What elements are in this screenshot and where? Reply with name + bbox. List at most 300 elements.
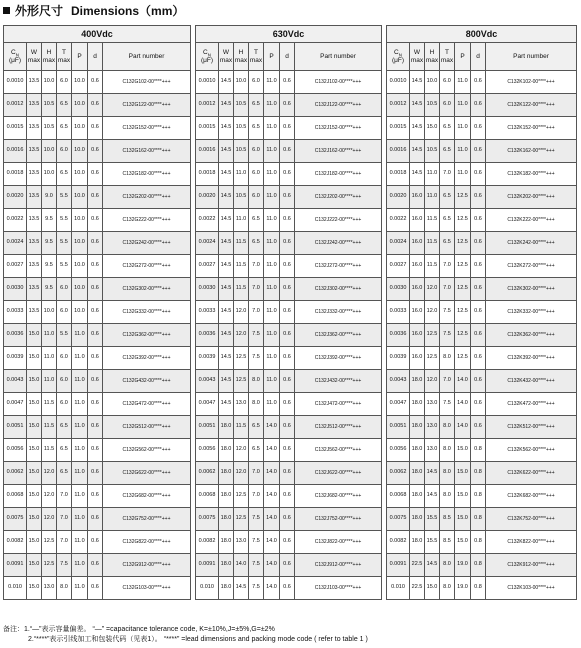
cell-p: 12.5 bbox=[455, 209, 471, 232]
col-h: H max bbox=[42, 43, 57, 71]
cell-capacitance: 0.0039 bbox=[196, 347, 219, 370]
cell-h: 14.5 bbox=[425, 554, 440, 577]
cell-p: 11.0 bbox=[72, 347, 88, 370]
table-row bbox=[196, 117, 382, 140]
cell-capacitance: 0.0022 bbox=[387, 209, 410, 232]
table-row bbox=[196, 554, 382, 577]
cell-h: 12.0 bbox=[234, 324, 249, 347]
table-row bbox=[196, 209, 382, 232]
cell-capacitance: 0.0027 bbox=[196, 255, 219, 278]
cell-h: 11.5 bbox=[234, 232, 249, 255]
cell-w: 18.0 bbox=[410, 485, 425, 508]
cell-d: 0.6 bbox=[280, 554, 295, 577]
table-row bbox=[4, 209, 191, 232]
cell-p: 12.5 bbox=[455, 347, 471, 370]
cell-p: 12.5 bbox=[455, 232, 471, 255]
note-1-text: 1.“—”表示容量偏差。 “—” =capacitance tolerance code, K=±10%,J=±5%,G=±2% bbox=[24, 626, 275, 633]
cell-w: 18.0 bbox=[219, 462, 234, 485]
cell-h: 10.0 bbox=[42, 301, 57, 324]
table-row bbox=[387, 324, 577, 347]
cell-d: 0.6 bbox=[88, 508, 103, 531]
cell-h: 12.5 bbox=[425, 324, 440, 347]
cell-t: 6.5 bbox=[57, 416, 72, 439]
table-row bbox=[4, 117, 191, 140]
cell-capacitance: 0.010 bbox=[196, 577, 219, 600]
cell-w: 16.0 bbox=[410, 278, 425, 301]
cell-p: 11.0 bbox=[264, 209, 280, 232]
cell-capacitance: 0.0091 bbox=[387, 554, 410, 577]
cell-t: 6.0 bbox=[440, 71, 455, 94]
cell-part-number: C132K272-00****+++ bbox=[486, 255, 577, 278]
cell-w: 13.5 bbox=[27, 186, 42, 209]
cell-h: 11.5 bbox=[42, 393, 57, 416]
cell-part-number: C132J182-00****+++ bbox=[295, 163, 382, 186]
cell-d: 0.6 bbox=[88, 347, 103, 370]
cell-p: 14.0 bbox=[455, 393, 471, 416]
cell-h: 12.0 bbox=[234, 462, 249, 485]
cell-h: 12.0 bbox=[425, 370, 440, 393]
cell-w: 14.5 bbox=[219, 209, 234, 232]
table-row bbox=[4, 301, 191, 324]
cell-d: 0.6 bbox=[280, 140, 295, 163]
cell-h: 10.5 bbox=[425, 140, 440, 163]
cell-d: 0.6 bbox=[280, 324, 295, 347]
table-row bbox=[387, 531, 577, 554]
cell-part-number: C132J392-00****+++ bbox=[295, 347, 382, 370]
cell-capacitance: 0.0010 bbox=[196, 71, 219, 94]
cell-p: 14.0 bbox=[264, 554, 280, 577]
cell-h: 11.5 bbox=[234, 278, 249, 301]
table-row bbox=[196, 94, 382, 117]
cell-w: 13.5 bbox=[27, 301, 42, 324]
cell-h: 13.0 bbox=[234, 393, 249, 416]
table-row bbox=[387, 301, 577, 324]
col-p: P bbox=[72, 43, 88, 71]
cell-w: 13.5 bbox=[27, 232, 42, 255]
cell-p: 14.0 bbox=[455, 416, 471, 439]
cell-w: 14.5 bbox=[410, 140, 425, 163]
table-row bbox=[4, 186, 191, 209]
cell-part-number: C132G272-00****+++ bbox=[103, 255, 191, 278]
cell-t: 8.0 bbox=[440, 577, 455, 600]
cell-h: 9.5 bbox=[42, 209, 57, 232]
cell-d: 0.6 bbox=[471, 324, 486, 347]
cell-h: 10.5 bbox=[42, 94, 57, 117]
cell-d: 0.6 bbox=[471, 301, 486, 324]
cell-part-number: C132J242-00****+++ bbox=[295, 232, 382, 255]
cell-capacitance: 0.0030 bbox=[196, 278, 219, 301]
cell-capacitance: 0.0020 bbox=[4, 186, 27, 209]
cell-part-number: C132K912-00****+++ bbox=[486, 554, 577, 577]
cell-t: 6.0 bbox=[57, 347, 72, 370]
cell-d: 0.6 bbox=[280, 462, 295, 485]
table-row bbox=[387, 94, 577, 117]
table-row bbox=[4, 324, 191, 347]
cell-p: 11.0 bbox=[455, 140, 471, 163]
cell-t: 7.0 bbox=[440, 255, 455, 278]
cell-capacitance: 0.0056 bbox=[4, 439, 27, 462]
cell-t: 7.5 bbox=[57, 554, 72, 577]
cell-t: 6.5 bbox=[440, 140, 455, 163]
cell-t: 6.5 bbox=[249, 209, 264, 232]
cell-h: 12.0 bbox=[234, 301, 249, 324]
cell-t: 6.5 bbox=[249, 94, 264, 117]
cell-capacitance: 0.0051 bbox=[196, 416, 219, 439]
cell-part-number: C132J332-00****+++ bbox=[295, 301, 382, 324]
cell-d: 0.6 bbox=[88, 255, 103, 278]
cell-d: 0.6 bbox=[88, 163, 103, 186]
cell-d: 0.6 bbox=[88, 186, 103, 209]
cell-capacitance: 0.0091 bbox=[4, 554, 27, 577]
cell-p: 14.0 bbox=[264, 508, 280, 531]
cell-p: 10.0 bbox=[72, 94, 88, 117]
col-h: H max bbox=[425, 43, 440, 71]
cell-d: 0.6 bbox=[88, 140, 103, 163]
cell-d: 0.6 bbox=[280, 347, 295, 370]
cell-capacitance: 0.0082 bbox=[387, 531, 410, 554]
cell-capacitance: 0.0068 bbox=[387, 485, 410, 508]
cell-w: 16.0 bbox=[410, 347, 425, 370]
cell-part-number: C132G332-00****+++ bbox=[103, 301, 191, 324]
cell-p: 12.5 bbox=[455, 301, 471, 324]
cell-capacitance: 0.0047 bbox=[4, 393, 27, 416]
title-cn: 外形尺寸 bbox=[15, 3, 64, 18]
table-row bbox=[4, 94, 191, 117]
cell-d: 0.6 bbox=[88, 439, 103, 462]
cell-t: 7.5 bbox=[249, 554, 264, 577]
cell-p: 15.0 bbox=[455, 531, 471, 554]
cell-capacitance: 0.0030 bbox=[4, 278, 27, 301]
cell-part-number: C132G472-00****+++ bbox=[103, 393, 191, 416]
col-p: P bbox=[264, 43, 280, 71]
cell-p: 11.0 bbox=[264, 94, 280, 117]
cell-t: 7.5 bbox=[249, 347, 264, 370]
cell-h: 12.0 bbox=[42, 508, 57, 531]
cell-w: 14.5 bbox=[219, 324, 234, 347]
cell-capacitance: 0.0024 bbox=[4, 232, 27, 255]
cell-w: 13.5 bbox=[27, 117, 42, 140]
cell-capacitance: 0.0075 bbox=[196, 508, 219, 531]
cell-part-number: C132J752-00****+++ bbox=[295, 508, 382, 531]
cell-t: 6.0 bbox=[57, 370, 72, 393]
cell-t: 7.0 bbox=[249, 462, 264, 485]
cell-h: 11.5 bbox=[234, 255, 249, 278]
cell-w: 15.0 bbox=[27, 439, 42, 462]
table-row bbox=[387, 186, 577, 209]
cell-h: 11.5 bbox=[42, 439, 57, 462]
col-part-number: Part number bbox=[486, 43, 577, 71]
cell-part-number: C132G202-00****+++ bbox=[103, 186, 191, 209]
cell-d: 0.6 bbox=[88, 209, 103, 232]
cell-part-number: C132J162-00****+++ bbox=[295, 140, 382, 163]
cell-p: 11.0 bbox=[455, 163, 471, 186]
cell-p: 14.0 bbox=[264, 462, 280, 485]
cell-w: 15.0 bbox=[27, 531, 42, 554]
table-row bbox=[387, 439, 577, 462]
cell-h: 9.5 bbox=[42, 255, 57, 278]
cell-p: 11.0 bbox=[264, 278, 280, 301]
cell-capacitance: 0.0082 bbox=[196, 531, 219, 554]
voltage-header: 630Vdc bbox=[196, 26, 382, 43]
cell-h: 15.5 bbox=[425, 531, 440, 554]
col-w: W max bbox=[410, 43, 425, 71]
cell-part-number: C132G822-00****+++ bbox=[103, 531, 191, 554]
cell-h: 14.5 bbox=[425, 462, 440, 485]
cell-p: 11.0 bbox=[264, 140, 280, 163]
cell-p: 11.0 bbox=[264, 255, 280, 278]
table-630vdc bbox=[195, 25, 382, 600]
cell-capacitance: 0.0039 bbox=[4, 347, 27, 370]
cell-p: 11.0 bbox=[72, 462, 88, 485]
cell-h: 9.0 bbox=[42, 186, 57, 209]
cell-t: 8.0 bbox=[440, 416, 455, 439]
cell-d: 0.6 bbox=[280, 232, 295, 255]
cell-t: 6.0 bbox=[57, 140, 72, 163]
cell-d: 0.6 bbox=[280, 186, 295, 209]
table-row bbox=[196, 301, 382, 324]
cell-part-number: C132K242-00****+++ bbox=[486, 232, 577, 255]
cell-h: 12.0 bbox=[42, 485, 57, 508]
cell-w: 13.5 bbox=[27, 209, 42, 232]
cell-t: 7.0 bbox=[440, 163, 455, 186]
cell-h: 11.0 bbox=[425, 163, 440, 186]
table-row bbox=[196, 531, 382, 554]
cell-w: 14.5 bbox=[219, 347, 234, 370]
cell-w: 13.5 bbox=[27, 163, 42, 186]
table-row bbox=[196, 71, 382, 94]
table-row bbox=[196, 508, 382, 531]
cell-part-number: C132J622-00****+++ bbox=[295, 462, 382, 485]
cell-t: 8.0 bbox=[440, 439, 455, 462]
cell-part-number: C132J362-00****+++ bbox=[295, 324, 382, 347]
cell-p: 10.0 bbox=[72, 278, 88, 301]
col-t: T max bbox=[249, 43, 264, 71]
cell-d: 0.6 bbox=[280, 255, 295, 278]
cell-w: 22.5 bbox=[410, 577, 425, 600]
cell-p: 19.0 bbox=[455, 554, 471, 577]
cell-w: 15.0 bbox=[27, 416, 42, 439]
col-capacitance: $C_N$ (μF) bbox=[387, 43, 410, 71]
cell-d: 0.6 bbox=[280, 71, 295, 94]
cell-d: 0.6 bbox=[471, 209, 486, 232]
cell-w: 14.5 bbox=[219, 255, 234, 278]
cell-w: 16.0 bbox=[410, 255, 425, 278]
cell-d: 0.6 bbox=[88, 485, 103, 508]
cell-h: 10.5 bbox=[234, 94, 249, 117]
cell-w: 14.5 bbox=[219, 163, 234, 186]
cell-t: 6.0 bbox=[249, 71, 264, 94]
cell-w: 14.5 bbox=[219, 94, 234, 117]
cell-w: 13.5 bbox=[27, 71, 42, 94]
cell-h: 11.0 bbox=[42, 347, 57, 370]
cell-w: 15.0 bbox=[27, 485, 42, 508]
cell-capacitance: 0.010 bbox=[387, 577, 410, 600]
cell-part-number: C132G562-00****+++ bbox=[103, 439, 191, 462]
cell-t: 7.0 bbox=[440, 278, 455, 301]
cell-d: 0.8 bbox=[471, 554, 486, 577]
col-d: d bbox=[280, 43, 295, 71]
cell-t: 7.0 bbox=[57, 485, 72, 508]
cell-part-number: C132G152-00****+++ bbox=[103, 117, 191, 140]
cell-d: 0.6 bbox=[88, 462, 103, 485]
table-row bbox=[196, 140, 382, 163]
cell-t: 6.0 bbox=[249, 163, 264, 186]
table-row bbox=[4, 554, 191, 577]
cell-w: 14.5 bbox=[410, 71, 425, 94]
table-row bbox=[4, 370, 191, 393]
cell-p: 12.5 bbox=[455, 324, 471, 347]
cell-h: 13.0 bbox=[425, 439, 440, 462]
cell-w: 14.5 bbox=[219, 278, 234, 301]
cell-h: 10.5 bbox=[42, 117, 57, 140]
cell-part-number: C132G752-00****+++ bbox=[103, 508, 191, 531]
cell-h: 11.5 bbox=[425, 255, 440, 278]
table-row bbox=[196, 485, 382, 508]
cell-d: 0.6 bbox=[471, 117, 486, 140]
cell-h: 13.0 bbox=[234, 531, 249, 554]
cell-p: 15.0 bbox=[455, 462, 471, 485]
cell-p: 11.0 bbox=[455, 71, 471, 94]
cell-p: 15.0 bbox=[455, 508, 471, 531]
table-row bbox=[4, 71, 191, 94]
cell-t: 6.5 bbox=[57, 462, 72, 485]
cell-h: 11.0 bbox=[234, 209, 249, 232]
cell-t: 6.5 bbox=[57, 117, 72, 140]
cell-capacitance: 0.0068 bbox=[4, 485, 27, 508]
table-row bbox=[387, 577, 577, 600]
cell-p: 11.0 bbox=[264, 324, 280, 347]
table-row bbox=[196, 278, 382, 301]
cell-t: 6.5 bbox=[249, 117, 264, 140]
cell-t: 7.5 bbox=[440, 324, 455, 347]
cell-w: 15.0 bbox=[27, 324, 42, 347]
cell-part-number: C132K102-00****+++ bbox=[486, 71, 577, 94]
cell-h: 9.5 bbox=[42, 278, 57, 301]
cell-w: 18.0 bbox=[410, 531, 425, 554]
cell-capacitance: 0.0010 bbox=[4, 71, 27, 94]
table-row bbox=[387, 554, 577, 577]
cell-part-number: C132G512-00****+++ bbox=[103, 416, 191, 439]
cell-w: 15.0 bbox=[27, 393, 42, 416]
cell-w: 14.5 bbox=[219, 117, 234, 140]
cell-capacitance: 0.0020 bbox=[387, 186, 410, 209]
cell-capacitance: 0.0036 bbox=[196, 324, 219, 347]
table-row bbox=[196, 347, 382, 370]
cell-part-number: C132K822-00****+++ bbox=[486, 531, 577, 554]
cell-t: 6.5 bbox=[440, 186, 455, 209]
cell-d: 0.8 bbox=[471, 577, 486, 600]
cell-t: 6.5 bbox=[440, 209, 455, 232]
cell-t: 6.5 bbox=[249, 232, 264, 255]
cell-part-number: C132J562-00****+++ bbox=[295, 439, 382, 462]
cell-d: 0.8 bbox=[471, 531, 486, 554]
cell-d: 0.6 bbox=[280, 577, 295, 600]
cell-t: 6.5 bbox=[57, 439, 72, 462]
table-row bbox=[4, 577, 191, 600]
cell-part-number: C132J822-00****+++ bbox=[295, 531, 382, 554]
cell-part-number: C132G622-00****+++ bbox=[103, 462, 191, 485]
cell-p: 10.0 bbox=[72, 232, 88, 255]
cell-capacitance: 0.0015 bbox=[387, 117, 410, 140]
table-row bbox=[4, 140, 191, 163]
cell-h: 12.5 bbox=[425, 347, 440, 370]
page-title bbox=[3, 2, 184, 18]
cell-d: 0.6 bbox=[280, 508, 295, 531]
cell-w: 16.0 bbox=[410, 209, 425, 232]
cell-part-number: C132K622-00****+++ bbox=[486, 462, 577, 485]
cell-w: 16.0 bbox=[410, 324, 425, 347]
cell-d: 0.6 bbox=[88, 324, 103, 347]
cell-t: 6.0 bbox=[57, 393, 72, 416]
cell-capacitance: 0.0043 bbox=[4, 370, 27, 393]
cell-h: 10.5 bbox=[234, 186, 249, 209]
cell-p: 11.0 bbox=[72, 324, 88, 347]
cell-d: 0.6 bbox=[471, 94, 486, 117]
table-row bbox=[387, 163, 577, 186]
cell-h: 11.0 bbox=[42, 370, 57, 393]
cell-h: 11.0 bbox=[234, 163, 249, 186]
cell-t: 8.5 bbox=[440, 508, 455, 531]
col-w: W max bbox=[219, 43, 234, 71]
cell-p: 11.0 bbox=[264, 117, 280, 140]
cell-h: 11.0 bbox=[42, 324, 57, 347]
cell-d: 0.6 bbox=[88, 94, 103, 117]
table-row bbox=[4, 347, 191, 370]
cell-h: 12.0 bbox=[234, 439, 249, 462]
cell-h: 10.0 bbox=[425, 71, 440, 94]
cell-t: 7.5 bbox=[249, 508, 264, 531]
cell-capacitance: 0.0051 bbox=[387, 416, 410, 439]
cell-t: 6.0 bbox=[57, 278, 72, 301]
cell-t: 5.5 bbox=[57, 232, 72, 255]
notes bbox=[3, 625, 368, 645]
cell-capacitance: 0.0051 bbox=[4, 416, 27, 439]
cell-p: 10.0 bbox=[72, 301, 88, 324]
cell-p: 11.0 bbox=[72, 485, 88, 508]
cell-h: 15.0 bbox=[425, 117, 440, 140]
cell-part-number: C132G182-00****+++ bbox=[103, 163, 191, 186]
cell-h: 10.5 bbox=[234, 140, 249, 163]
cell-w: 13.5 bbox=[27, 278, 42, 301]
cell-part-number: C132J272-00****+++ bbox=[295, 255, 382, 278]
cell-capacitance: 0.0015 bbox=[4, 117, 27, 140]
cell-t: 6.5 bbox=[57, 163, 72, 186]
cell-part-number: C132K682-00****+++ bbox=[486, 485, 577, 508]
cell-t: 6.0 bbox=[440, 94, 455, 117]
table-row bbox=[387, 370, 577, 393]
cell-part-number: C132J152-00****+++ bbox=[295, 117, 382, 140]
cell-p: 11.0 bbox=[264, 393, 280, 416]
cell-t: 6.0 bbox=[57, 301, 72, 324]
cell-t: 6.5 bbox=[249, 416, 264, 439]
note-1 bbox=[3, 625, 368, 635]
cell-t: 6.5 bbox=[440, 117, 455, 140]
cell-p: 10.0 bbox=[72, 71, 88, 94]
cell-part-number: C132G362-00****+++ bbox=[103, 324, 191, 347]
cell-h: 10.5 bbox=[425, 94, 440, 117]
cell-p: 14.0 bbox=[455, 370, 471, 393]
cell-w: 18.0 bbox=[219, 416, 234, 439]
cell-w: 15.0 bbox=[27, 370, 42, 393]
cell-d: 0.6 bbox=[471, 71, 486, 94]
cell-t: 8.0 bbox=[440, 485, 455, 508]
cell-w: 15.0 bbox=[27, 577, 42, 600]
col-d: d bbox=[88, 43, 103, 71]
table-row bbox=[4, 531, 191, 554]
cell-part-number: C132G102-00****+++ bbox=[103, 71, 191, 94]
cell-part-number: C132K302-00****+++ bbox=[486, 278, 577, 301]
cell-w: 14.5 bbox=[219, 301, 234, 324]
